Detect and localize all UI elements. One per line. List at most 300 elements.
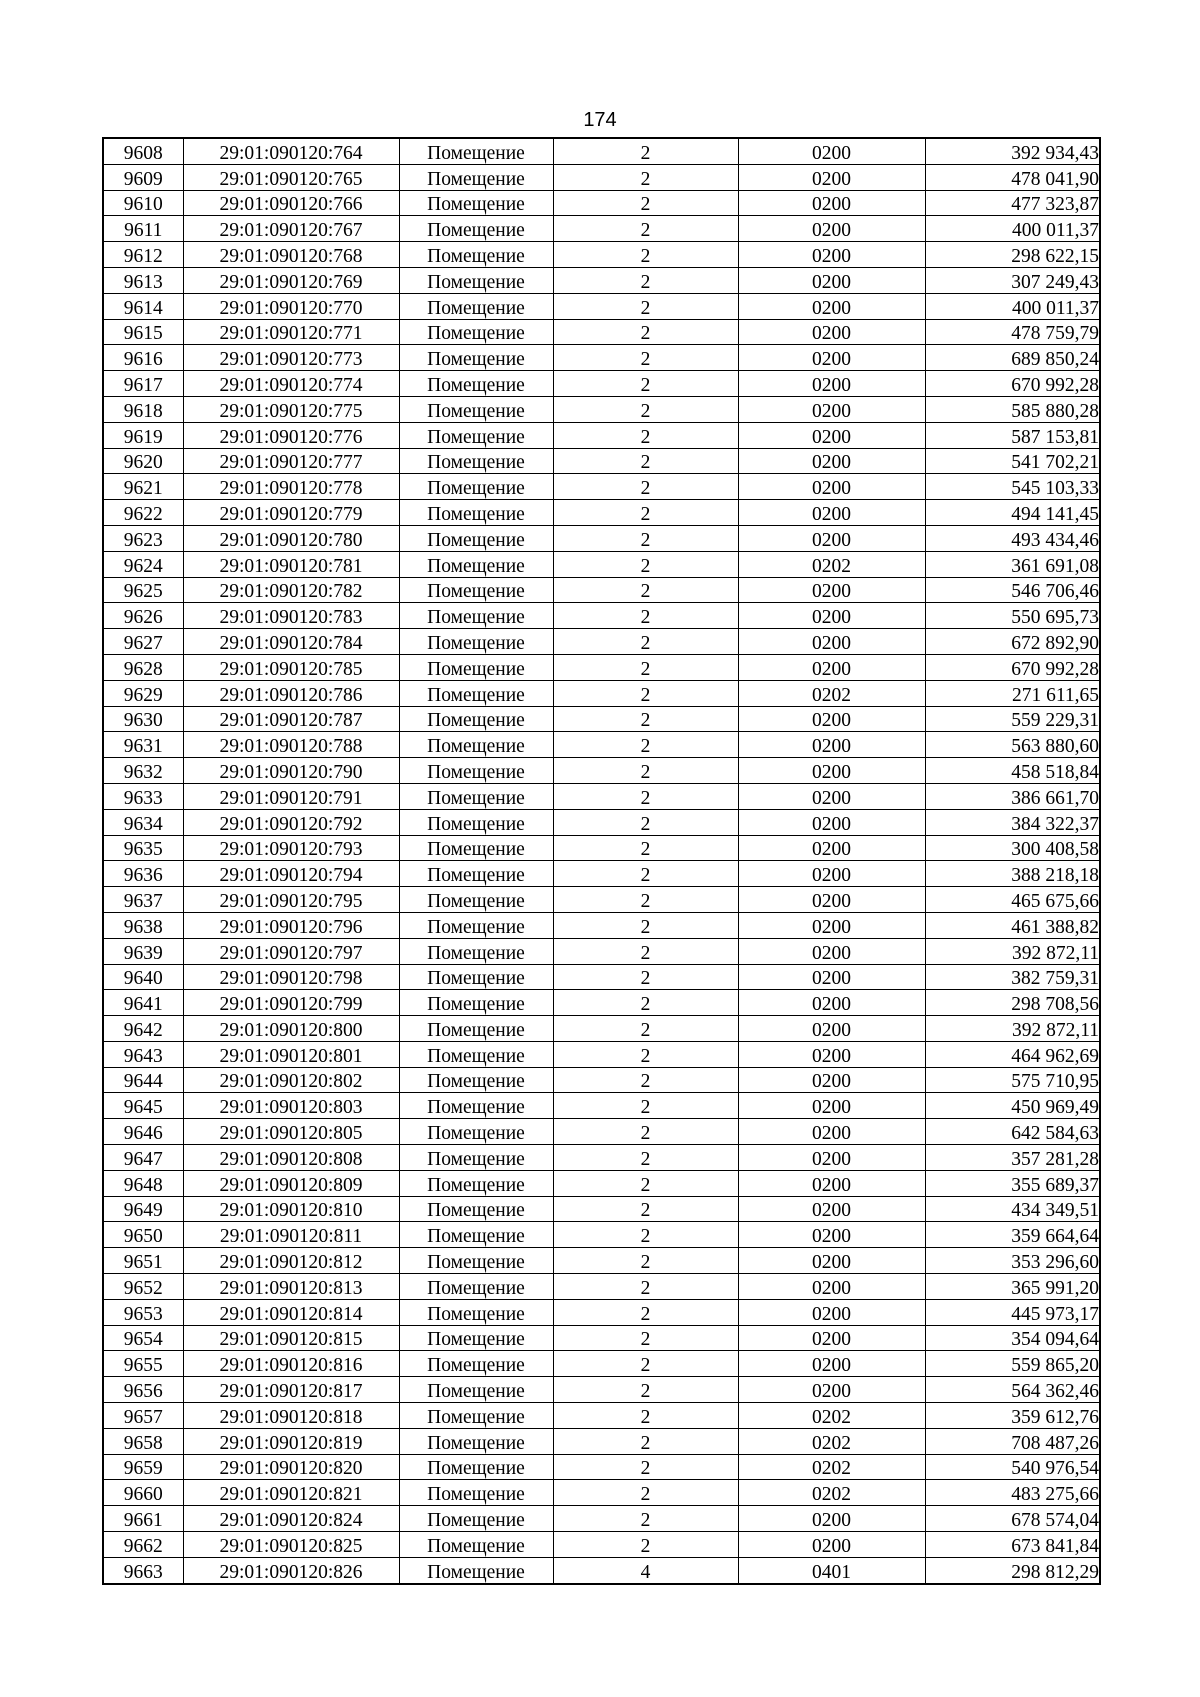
code-cell: 0200	[738, 1119, 925, 1145]
code-cell: 0200	[738, 1067, 925, 1093]
cadastral-number-cell: 29:01:090120:766	[183, 190, 399, 216]
object-type-cell: Помещение	[399, 242, 553, 268]
floor-cell: 2	[553, 319, 738, 345]
cadastral-number-cell: 29:01:090120:816	[183, 1351, 399, 1377]
code-cell: 0202	[738, 1480, 925, 1506]
row-number-cell: 9662	[103, 1532, 183, 1558]
row-number-cell: 9640	[103, 964, 183, 990]
floor-cell: 2	[553, 912, 738, 938]
cadastral-number-cell: 29:01:090120:796	[183, 912, 399, 938]
table-row	[103, 138, 1100, 164]
object-type-cell: Помещение	[399, 164, 553, 190]
code-cell: 0200	[738, 887, 925, 913]
cadastral-value-cell: 545 103,33	[925, 474, 1100, 500]
code-cell: 0200	[738, 1299, 925, 1325]
object-type-cell: Помещение	[399, 474, 553, 500]
object-type-cell: Помещение	[399, 1067, 553, 1093]
code-cell: 0200	[738, 138, 925, 164]
page-number: 174	[583, 109, 617, 131]
cadastral-number-cell: 29:01:090120:801	[183, 1041, 399, 1067]
code-cell: 0200	[738, 293, 925, 319]
table-row	[103, 861, 1100, 887]
floor-cell: 2	[553, 1093, 738, 1119]
code-cell: 0200	[738, 1222, 925, 1248]
row-number-cell: 9612	[103, 242, 183, 268]
floor-cell: 2	[553, 938, 738, 964]
code-cell: 0200	[738, 164, 925, 190]
table-row	[103, 1480, 1100, 1506]
code-cell: 0200	[738, 190, 925, 216]
cadastral-value-cell: 298 708,56	[925, 990, 1100, 1016]
code-cell: 0200	[738, 422, 925, 448]
floor-cell: 2	[553, 1454, 738, 1480]
row-number-cell: 9639	[103, 938, 183, 964]
row-number-cell: 9624	[103, 551, 183, 577]
table-row	[103, 1403, 1100, 1429]
code-cell: 0202	[738, 551, 925, 577]
table-row	[103, 1351, 1100, 1377]
floor-cell: 2	[553, 500, 738, 526]
object-type-cell: Помещение	[399, 835, 553, 861]
table-row	[103, 1093, 1100, 1119]
object-type-cell: Помещение	[399, 293, 553, 319]
floor-cell: 2	[553, 1428, 738, 1454]
cadastral-value-cell: 271 611,65	[925, 680, 1100, 706]
object-type-cell: Помещение	[399, 887, 553, 913]
table-row	[103, 1377, 1100, 1403]
cadastral-number-cell: 29:01:090120:821	[183, 1480, 399, 1506]
cadastral-value-cell: 434 349,51	[925, 1196, 1100, 1222]
table-row	[103, 732, 1100, 758]
code-cell: 0200	[738, 603, 925, 629]
table-row	[103, 500, 1100, 526]
registry-table-body	[103, 138, 1100, 1584]
code-cell: 0200	[738, 1377, 925, 1403]
cadastral-number-cell: 29:01:090120:819	[183, 1428, 399, 1454]
object-type-cell: Помещение	[399, 783, 553, 809]
cadastral-number-cell: 29:01:090120:776	[183, 422, 399, 448]
row-number-cell: 9614	[103, 293, 183, 319]
floor-cell: 2	[553, 345, 738, 371]
table-row	[103, 242, 1100, 268]
object-type-cell: Помещение	[399, 1325, 553, 1351]
cadastral-number-cell: 29:01:090120:815	[183, 1325, 399, 1351]
row-number-cell: 9648	[103, 1170, 183, 1196]
table-row	[103, 577, 1100, 603]
cadastral-value-cell: 478 041,90	[925, 164, 1100, 190]
table-row	[103, 396, 1100, 422]
code-cell: 0200	[738, 1041, 925, 1067]
object-type-cell: Помещение	[399, 345, 553, 371]
table-row	[103, 525, 1100, 551]
object-type-cell: Помещение	[399, 654, 553, 680]
cadastral-number-cell: 29:01:090120:800	[183, 1016, 399, 1042]
table-row	[103, 1506, 1100, 1532]
row-number-cell: 9623	[103, 525, 183, 551]
row-number-cell: 9651	[103, 1248, 183, 1274]
row-number-cell: 9643	[103, 1041, 183, 1067]
object-type-cell: Помещение	[399, 267, 553, 293]
floor-cell: 2	[553, 164, 738, 190]
floor-cell: 2	[553, 1170, 738, 1196]
row-number-cell: 9657	[103, 1403, 183, 1429]
row-number-cell: 9609	[103, 164, 183, 190]
cadastral-value-cell: 546 706,46	[925, 577, 1100, 603]
row-number-cell: 9638	[103, 912, 183, 938]
floor-cell: 2	[553, 1299, 738, 1325]
cadastral-number-cell: 29:01:090120:797	[183, 938, 399, 964]
row-number-cell: 9655	[103, 1351, 183, 1377]
code-cell: 0200	[738, 345, 925, 371]
cadastral-number-cell: 29:01:090120:812	[183, 1248, 399, 1274]
floor-cell: 2	[553, 990, 738, 1016]
table-row	[103, 1325, 1100, 1351]
row-number-cell: 9652	[103, 1274, 183, 1300]
row-number-cell: 9626	[103, 603, 183, 629]
code-cell: 0202	[738, 1403, 925, 1429]
row-number-cell: 9627	[103, 629, 183, 655]
cadastral-value-cell: 458 518,84	[925, 758, 1100, 784]
cadastral-value-cell: 708 487,26	[925, 1428, 1100, 1454]
row-number-cell: 9653	[103, 1299, 183, 1325]
floor-cell: 2	[553, 964, 738, 990]
cadastral-number-cell: 29:01:090120:782	[183, 577, 399, 603]
cadastral-value-cell: 575 710,95	[925, 1067, 1100, 1093]
cadastral-number-cell: 29:01:090120:793	[183, 835, 399, 861]
floor-cell: 2	[553, 1041, 738, 1067]
code-cell: 0202	[738, 680, 925, 706]
object-type-cell: Помещение	[399, 1274, 553, 1300]
object-type-cell: Помещение	[399, 1170, 553, 1196]
table-row	[103, 422, 1100, 448]
row-number-cell: 9617	[103, 371, 183, 397]
object-type-cell: Помещение	[399, 138, 553, 164]
code-cell: 0200	[738, 1532, 925, 1558]
cadastral-number-cell: 29:01:090120:805	[183, 1119, 399, 1145]
row-number-cell: 9641	[103, 990, 183, 1016]
object-type-cell: Помещение	[399, 912, 553, 938]
object-type-cell: Помещение	[399, 577, 553, 603]
table-row	[103, 990, 1100, 1016]
code-cell: 0200	[738, 1351, 925, 1377]
row-number-cell: 9630	[103, 706, 183, 732]
row-number-cell: 9610	[103, 190, 183, 216]
cadastral-value-cell: 464 962,69	[925, 1041, 1100, 1067]
floor-cell: 2	[553, 448, 738, 474]
cadastral-value-cell: 300 408,58	[925, 835, 1100, 861]
table-row	[103, 680, 1100, 706]
floor-cell: 2	[553, 1196, 738, 1222]
row-number-cell: 9634	[103, 809, 183, 835]
cadastral-value-cell: 354 094,64	[925, 1325, 1100, 1351]
floor-cell: 2	[553, 1248, 738, 1274]
cadastral-value-cell: 357 281,28	[925, 1145, 1100, 1171]
table-row	[103, 293, 1100, 319]
row-number-cell: 9616	[103, 345, 183, 371]
code-cell: 0200	[738, 629, 925, 655]
cadastral-value-cell: 559 229,31	[925, 706, 1100, 732]
cadastral-value-cell: 386 661,70	[925, 783, 1100, 809]
cadastral-value-cell: 587 153,81	[925, 422, 1100, 448]
object-type-cell: Помещение	[399, 1041, 553, 1067]
table-row	[103, 783, 1100, 809]
table-row	[103, 654, 1100, 680]
cadastral-number-cell: 29:01:090120:783	[183, 603, 399, 629]
cadastral-number-cell: 29:01:090120:777	[183, 448, 399, 474]
code-cell: 0200	[738, 448, 925, 474]
floor-cell: 2	[553, 138, 738, 164]
cadastral-value-cell: 359 664,64	[925, 1222, 1100, 1248]
code-cell: 0200	[738, 964, 925, 990]
object-type-cell: Помещение	[399, 1377, 553, 1403]
cadastral-number-cell: 29:01:090120:775	[183, 396, 399, 422]
table-row	[103, 1170, 1100, 1196]
code-cell: 0200	[738, 706, 925, 732]
registry-table	[102, 137, 1101, 1585]
row-number-cell: 9621	[103, 474, 183, 500]
floor-cell: 2	[553, 861, 738, 887]
floor-cell: 2	[553, 190, 738, 216]
cadastral-number-cell: 29:01:090120:795	[183, 887, 399, 913]
cadastral-number-cell: 29:01:090120:790	[183, 758, 399, 784]
code-cell: 0200	[738, 835, 925, 861]
code-cell: 0200	[738, 474, 925, 500]
cadastral-number-cell: 29:01:090120:770	[183, 293, 399, 319]
row-number-cell: 9645	[103, 1093, 183, 1119]
cadastral-value-cell: 465 675,66	[925, 887, 1100, 913]
cadastral-number-cell: 29:01:090120:773	[183, 345, 399, 371]
object-type-cell: Помещение	[399, 1454, 553, 1480]
floor-cell: 2	[553, 1532, 738, 1558]
code-cell: 0200	[738, 809, 925, 835]
floor-cell: 2	[553, 1403, 738, 1429]
code-cell: 0200	[738, 1145, 925, 1171]
row-number-cell: 9644	[103, 1067, 183, 1093]
row-number-cell: 9663	[103, 1557, 183, 1583]
object-type-cell: Помещение	[399, 1119, 553, 1145]
code-cell: 0200	[738, 783, 925, 809]
row-number-cell: 9613	[103, 267, 183, 293]
row-number-cell: 9661	[103, 1506, 183, 1532]
table-row	[103, 448, 1100, 474]
code-cell: 0200	[738, 267, 925, 293]
row-number-cell: 9619	[103, 422, 183, 448]
code-cell: 0200	[738, 990, 925, 1016]
object-type-cell: Помещение	[399, 525, 553, 551]
object-type-cell: Помещение	[399, 1557, 553, 1583]
cadastral-value-cell: 689 850,24	[925, 345, 1100, 371]
object-type-cell: Помещение	[399, 964, 553, 990]
floor-cell: 2	[553, 474, 738, 500]
cadastral-value-cell: 392 872,11	[925, 938, 1100, 964]
table-row	[103, 629, 1100, 655]
code-cell: 0202	[738, 1428, 925, 1454]
row-number-cell: 9635	[103, 835, 183, 861]
object-type-cell: Помещение	[399, 1222, 553, 1248]
floor-cell: 2	[553, 1351, 738, 1377]
code-cell: 0202	[738, 1454, 925, 1480]
code-cell: 0200	[738, 912, 925, 938]
row-number-cell: 9620	[103, 448, 183, 474]
object-type-cell: Помещение	[399, 1506, 553, 1532]
floor-cell: 2	[553, 706, 738, 732]
table-row	[103, 1428, 1100, 1454]
table-row	[103, 1248, 1100, 1274]
floor-cell: 2	[553, 629, 738, 655]
cadastral-value-cell: 483 275,66	[925, 1480, 1100, 1506]
cadastral-value-cell: 477 323,87	[925, 190, 1100, 216]
code-cell: 0200	[738, 1170, 925, 1196]
floor-cell: 2	[553, 1274, 738, 1300]
row-number-cell: 9656	[103, 1377, 183, 1403]
object-type-cell: Помещение	[399, 758, 553, 784]
floor-cell: 2	[553, 758, 738, 784]
cadastral-number-cell: 29:01:090120:791	[183, 783, 399, 809]
cadastral-number-cell: 29:01:090120:774	[183, 371, 399, 397]
floor-cell: 2	[553, 809, 738, 835]
object-type-cell: Помещение	[399, 1351, 553, 1377]
cadastral-value-cell: 361 691,08	[925, 551, 1100, 577]
row-number-cell: 9647	[103, 1145, 183, 1171]
cadastral-value-cell: 353 296,60	[925, 1248, 1100, 1274]
object-type-cell: Помещение	[399, 1403, 553, 1429]
code-cell: 0200	[738, 1196, 925, 1222]
floor-cell: 2	[553, 680, 738, 706]
table-row	[103, 1274, 1100, 1300]
code-cell: 0200	[738, 1248, 925, 1274]
floor-cell: 2	[553, 551, 738, 577]
table-row	[103, 1222, 1100, 1248]
floor-cell: 2	[553, 1067, 738, 1093]
row-number-cell: 9660	[103, 1480, 183, 1506]
object-type-cell: Помещение	[399, 680, 553, 706]
cadastral-value-cell: 563 880,60	[925, 732, 1100, 758]
cadastral-value-cell: 359 612,76	[925, 1403, 1100, 1429]
row-number-cell: 9625	[103, 577, 183, 603]
cadastral-number-cell: 29:01:090120:785	[183, 654, 399, 680]
cadastral-number-cell: 29:01:090120:798	[183, 964, 399, 990]
cadastral-value-cell: 541 702,21	[925, 448, 1100, 474]
floor-cell: 2	[553, 654, 738, 680]
row-number-cell: 9659	[103, 1454, 183, 1480]
floor-cell: 2	[553, 1145, 738, 1171]
object-type-cell: Помещение	[399, 448, 553, 474]
object-type-cell: Помещение	[399, 500, 553, 526]
row-number-cell: 9637	[103, 887, 183, 913]
table-row	[103, 164, 1100, 190]
table-row	[103, 216, 1100, 242]
floor-cell: 2	[553, 1119, 738, 1145]
cadastral-number-cell: 29:01:090120:779	[183, 500, 399, 526]
table-row	[103, 758, 1100, 784]
row-number-cell: 9622	[103, 500, 183, 526]
table-row	[103, 474, 1100, 500]
table-row	[103, 345, 1100, 371]
table-row	[103, 835, 1100, 861]
object-type-cell: Помещение	[399, 861, 553, 887]
row-number-cell: 9628	[103, 654, 183, 680]
code-cell: 0200	[738, 861, 925, 887]
cadastral-value-cell: 585 880,28	[925, 396, 1100, 422]
cadastral-value-cell: 388 218,18	[925, 861, 1100, 887]
table-row	[103, 912, 1100, 938]
cadastral-value-cell: 673 841,84	[925, 1532, 1100, 1558]
floor-cell: 2	[553, 732, 738, 758]
table-row	[103, 319, 1100, 345]
object-type-cell: Помещение	[399, 371, 553, 397]
object-type-cell: Помещение	[399, 938, 553, 964]
floor-cell: 2	[553, 783, 738, 809]
floor-cell: 2	[553, 396, 738, 422]
object-type-cell: Помещение	[399, 1093, 553, 1119]
object-type-cell: Помещение	[399, 319, 553, 345]
code-cell: 0200	[738, 577, 925, 603]
code-cell: 0200	[738, 758, 925, 784]
code-cell: 0200	[738, 1325, 925, 1351]
floor-cell: 2	[553, 1016, 738, 1042]
cadastral-value-cell: 478 759,79	[925, 319, 1100, 345]
code-cell: 0200	[738, 654, 925, 680]
object-type-cell: Помещение	[399, 1428, 553, 1454]
cadastral-number-cell: 29:01:090120:787	[183, 706, 399, 732]
cadastral-value-cell: 461 388,82	[925, 912, 1100, 938]
object-type-cell: Помещение	[399, 1145, 553, 1171]
table-row	[103, 267, 1100, 293]
object-type-cell: Помещение	[399, 603, 553, 629]
floor-cell: 2	[553, 422, 738, 448]
code-cell: 0200	[738, 525, 925, 551]
table-row	[103, 706, 1100, 732]
cadastral-value-cell: 384 322,37	[925, 809, 1100, 835]
cadastral-number-cell: 29:01:090120:768	[183, 242, 399, 268]
floor-cell: 2	[553, 887, 738, 913]
floor-cell: 2	[553, 242, 738, 268]
code-cell: 0200	[738, 319, 925, 345]
row-number-cell: 9636	[103, 861, 183, 887]
cadastral-number-cell: 29:01:090120:767	[183, 216, 399, 242]
cadastral-value-cell: 400 011,37	[925, 293, 1100, 319]
floor-cell: 2	[553, 1377, 738, 1403]
floor-cell: 4	[553, 1557, 738, 1583]
floor-cell: 2	[553, 293, 738, 319]
table-row	[103, 1041, 1100, 1067]
object-type-cell: Помещение	[399, 809, 553, 835]
row-number-cell: 9632	[103, 758, 183, 784]
row-number-cell: 9615	[103, 319, 183, 345]
row-number-cell: 9658	[103, 1428, 183, 1454]
cadastral-number-cell: 29:01:090120:781	[183, 551, 399, 577]
row-number-cell: 9633	[103, 783, 183, 809]
cadastral-number-cell: 29:01:090120:814	[183, 1299, 399, 1325]
table-row	[103, 1119, 1100, 1145]
cadastral-value-cell: 400 011,37	[925, 216, 1100, 242]
floor-cell: 2	[553, 577, 738, 603]
code-cell: 0200	[738, 500, 925, 526]
table-row	[103, 1196, 1100, 1222]
cadastral-value-cell: 550 695,73	[925, 603, 1100, 629]
cadastral-value-cell: 670 992,28	[925, 371, 1100, 397]
cadastral-number-cell: 29:01:090120:765	[183, 164, 399, 190]
object-type-cell: Помещение	[399, 1299, 553, 1325]
object-type-cell: Помещение	[399, 1532, 553, 1558]
cadastral-value-cell: 298 622,15	[925, 242, 1100, 268]
cadastral-value-cell: 450 969,49	[925, 1093, 1100, 1119]
table-row	[103, 887, 1100, 913]
cadastral-number-cell: 29:01:090120:825	[183, 1532, 399, 1558]
cadastral-number-cell: 29:01:090120:799	[183, 990, 399, 1016]
cadastral-value-cell: 298 812,29	[925, 1557, 1100, 1583]
cadastral-value-cell: 493 434,46	[925, 525, 1100, 551]
